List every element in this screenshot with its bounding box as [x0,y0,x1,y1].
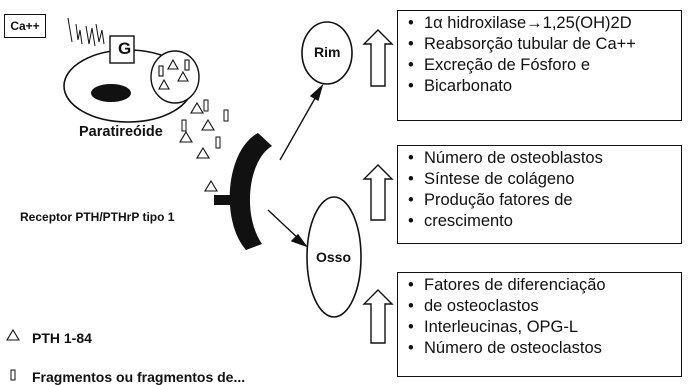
kidney-effects-box [397,10,682,121]
fragment-icon [11,370,15,380]
receptor-stem [214,195,244,205]
osteoclast-effect-item: • Fatores de diferenciação [408,275,675,296]
receptor-shape [230,133,272,250]
calcium-box: Ca++ [4,14,46,38]
kidney-label: Rim [314,44,341,60]
up-arrow-icon [364,290,392,343]
gland-label: Paratireóide [79,124,163,140]
osteoblast-effect-item: • Número de osteoblastos [408,148,675,169]
legend-pth: PTH 1-84 [32,330,92,346]
triangle-icon [7,330,19,340]
osteoclast-effect-item: • Número de osteoclastos [408,338,675,359]
receptor-label: Receptor PTH/PTHrP tipo 1 [20,210,175,224]
up-arrow-icons [364,30,392,343]
bone-label: Osso [316,249,352,265]
osteoblast-effect-item: • Síntese de colágeno [408,169,675,190]
osteoclast-effects-box [397,272,682,377]
up-arrow-icon [364,165,392,220]
nucleus [91,84,131,102]
secretory-vesicle [151,51,199,103]
golgi-label: G [118,39,132,58]
kidney-effect-item: • Bicarbonato [408,76,675,97]
secreted-pth [180,103,217,191]
legend-fragments: Fragmentos ou fragmentos de... [32,369,246,385]
osteoclast-effect-item: • de osteoclastos [408,296,675,317]
kidney-effect-item: • 1α hidroxilase→1,25(OH)2D [408,13,675,34]
up-arrow-icon [364,30,392,86]
osteoblast-effect-item: • Produção fatores de [408,190,675,211]
kidney-effect-item: • Reabsorção tubular de Ca++ [408,34,675,55]
osteoclast-effect-item: • Interleucinas, OPG-L [408,317,675,338]
osteoblast-effect-item: • crescimento [408,211,675,232]
membrane-receptors [68,18,104,46]
kidney-effect-item: • Excreção de Fósforo e [408,55,675,76]
osteoblast-effects-box [397,145,682,244]
